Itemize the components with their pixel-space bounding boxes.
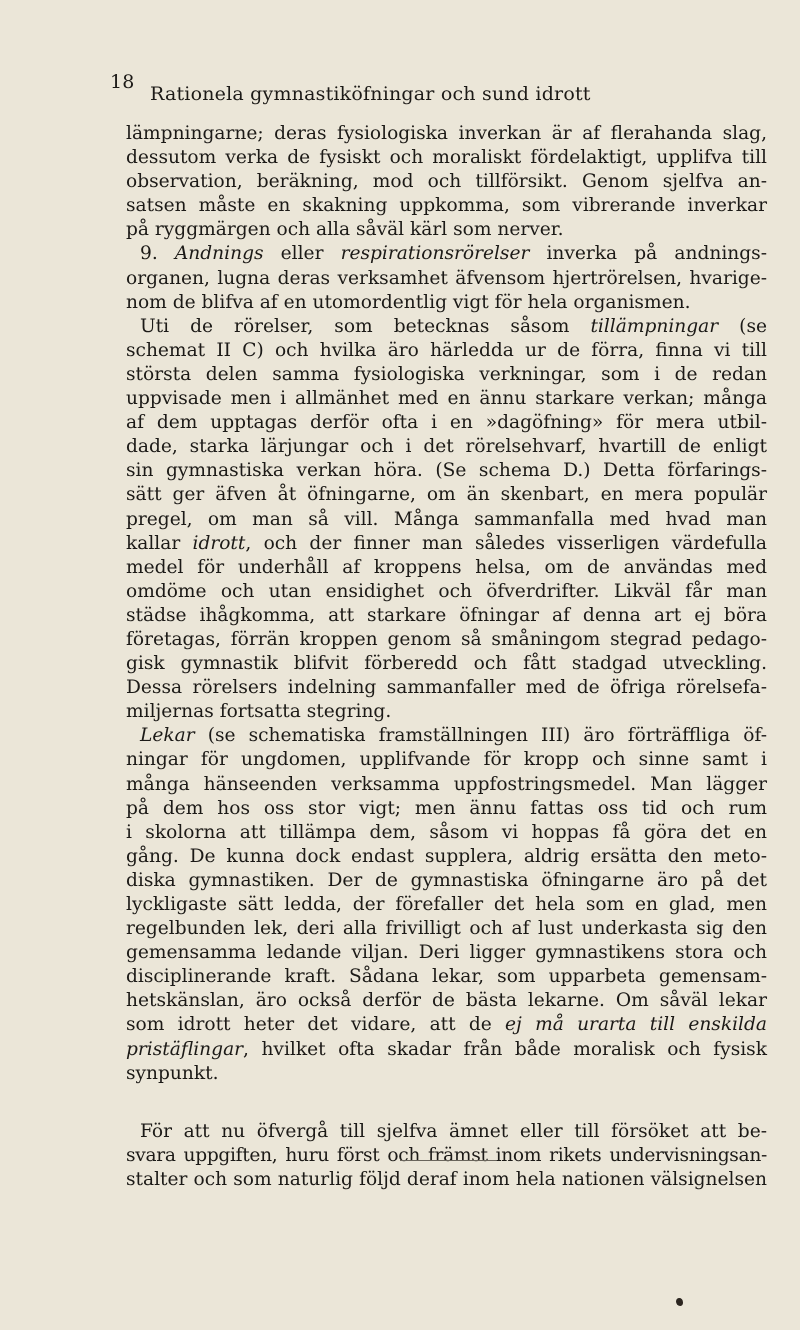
text-line: 9. Andnings eller respirationsrörelser inverka på andnings- [140,243,767,265]
emphasis: respirationsrörelser [340,243,530,265]
body-text [126,122,767,1192]
text-line: hetskänslan, äro också derför de bästa lekarne. Om såväl lekar [126,990,767,1012]
text-line: i skolorna att tillämpa dem, såsom vi hoppas få göra det en [126,821,767,843]
text-line: Uti de rörelser, som betecknas såsom tillämpningar (se [140,315,767,337]
emphasis: ej må urarta till enskilda [505,1014,767,1036]
text-line: observation, beräkning, mod och tillförsikt. Genom sjelfva an- [126,171,767,193]
text-line: synpunkt. [126,1062,219,1084]
paragraph-breathing [126,242,767,314]
text-line: Dessa rörelsers indelning sammanfaller med de öfriga rörelsefa- [126,677,767,699]
text-line: dade, starka lärjungar och i det rörelsehvarf, hvartill de enligt [126,436,767,458]
paragraph-games [126,724,767,1085]
running-head: Rationela gymnastiköfningar och sund idrott [150,83,591,105]
text-line: organen, lugna deras verksamhet äfvensom hjertrörelsen, hvarige- [126,267,767,289]
text-line: gång. De kunna dock endast supplera, aldrig ersätta den meto- [126,845,767,867]
text-line: största delen samma fysiologiska verkningar, som i de redan [126,363,767,385]
text-line: kallar idrott, och der finner man således visserligen värdefulla [126,532,767,554]
text-line: sin gymnastiska verkan höra. (Se schema D.) Detta förfarings- [126,460,767,482]
text-line: dessutom verka de fysiskt och moraliskt fördelaktigt, upplifva till [126,147,767,169]
emphasis: tillämpningar [590,315,719,337]
text-line: många hänseenden verksamma uppfostringsmedel. Man lägger [126,773,767,795]
text-line: nom de blifva af en utomordentlig vigt för hela organismen. [126,291,691,313]
text-line: ningar för ungdomen, upplifvande för kropp och sinne samt i [126,749,767,771]
page-number: 18 [110,71,135,93]
emphasis: pristäflingar [126,1038,244,1060]
text-line: uppvisade men i allmänhet med en ännu starkare verkan; många [126,388,767,410]
text-line: lämpningarne; deras fysiologiska inverkan är af flerahanda slag, [126,123,767,144]
emphasis: idrott [192,532,246,554]
text-line: sätt ger äfven åt öfningarne, om än skenbart, en mera populär [126,484,767,506]
text-line: medel för underhåll af kroppens helsa, om de användas med [126,556,767,578]
ink-speck-icon [676,1298,683,1306]
emphasis: Andnings [174,243,264,265]
paragraph-transition [126,1120,767,1192]
page-header [110,71,710,105]
text-line: gemensamma ledande viljan. Deri ligger gymnastikens stora och [126,942,767,964]
text-line: företagas, förrän kroppen genom så småningom stegrad pedago- [126,628,767,650]
text-line: disciplinerande kraft. Sådana lekar, som upparbeta gemensam- [126,966,767,988]
paragraph-applications [126,315,767,725]
text-line: regelbunden lek, deri alla frivilligt och af lust underkasta sig den [126,918,767,940]
text-line: på dem hos oss stor vigt; men ännu fattas oss tid och rum [126,797,767,819]
text-line: pregel, om man så vill. Många sammanfalla med hvad man [126,508,767,530]
text-line: Lekar (se schematiska framställningen III) äro förträffliga öf- [140,725,767,747]
text-line: som idrott heter det vidare, att de ej må urarta till enskilda [126,1014,767,1036]
text-line: miljernas fortsatta stegring. [126,701,392,723]
paragraph-continuation [126,122,767,242]
text-line: omdöme och utan ensidighet och öfverdrifter. Likväl får man [126,580,767,602]
text-line: af dem upptagas derför ofta i en »dagöfning» för mera utbil- [126,412,767,434]
text-line: stalter och som naturlig följd deraf inom hela nationen välsignelsen [126,1168,767,1190]
text-line: gisk gymnastik blifvit förberedd och fått stadgad utveckling. [126,653,767,675]
text-line: satsen måste en skakning uppkomma, som vibrerande inverkar [126,195,767,217]
text-line: För att nu öfvergå till sjelfva ämnet eller till försöket att be- [140,1120,767,1142]
text-line: pristäflingar, hvilket ofta skadar från både moralisk och fysisk [126,1038,767,1060]
emphasis: Lekar [140,725,195,747]
text-line: städse ihågkomma, att starkare öfningar af denna art ej böra [126,604,767,626]
section-divider [400,1160,496,1161]
text-line: lyckligaste sätt ledda, der förefaller det hela som en glad, men [126,894,767,915]
text-line: på ryggmärgen och alla såväl kärl som nerver. [126,219,564,241]
text-line: schemat II C) och hvilka äro härledda ur de förra, finna vi till [126,339,767,361]
text-line: svara uppgiften, huru först och främst inom rikets undervisningsan- [126,1144,767,1166]
text-line: diska gymnastiken. Der de gymnastiska öfningarne äro på det [126,869,767,891]
